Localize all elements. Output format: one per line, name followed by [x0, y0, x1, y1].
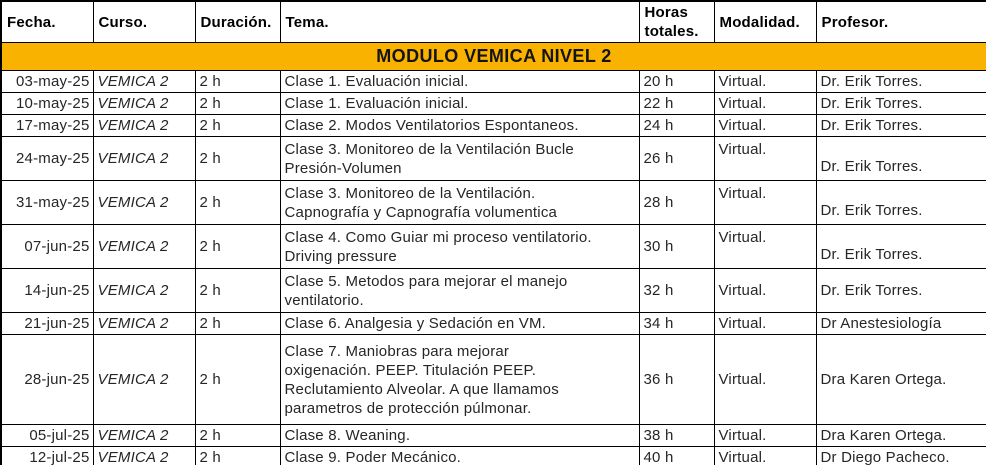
cell-horas: 38 h — [639, 425, 714, 447]
cell-horas: 40 h — [639, 447, 714, 465]
column-header-fecha: Fecha. — [1, 1, 93, 43]
cell-tema: Clase 3. Monitoreo de la Ventilación. Capnografía y Capnografía volumentica — [280, 181, 639, 225]
cell-fecha: 12-jul-25 — [1, 447, 93, 465]
cell-duracion: 2 h — [195, 447, 280, 465]
cell-horas: 34 h — [639, 313, 714, 335]
cell-horas: 36 h — [639, 335, 714, 425]
cell-tema: Clase 5. Metodos para mejorar el manejo ventilatorio. — [280, 269, 639, 313]
cell-modalidad: Virtual. — [714, 313, 816, 335]
column-header-curso: Curso. — [93, 1, 195, 43]
table-header-row — [1, 1, 986, 43]
cell-horas: 26 h — [639, 137, 714, 181]
cell-horas: 20 h — [639, 71, 714, 93]
column-header-profesor: Profesor. — [816, 1, 986, 43]
cell-curso: VEMICA 2 — [93, 71, 195, 93]
cell-fecha: 05-jul-25 — [1, 425, 93, 447]
cell-duracion: 2 h — [195, 93, 280, 115]
module-banner-row — [1, 43, 986, 71]
cell-fecha: 07-jun-25 — [1, 225, 93, 269]
cell-fecha: 28-jun-25 — [1, 335, 93, 425]
cell-profesor: Dr. Erik Torres. — [816, 137, 986, 181]
cell-curso: VEMICA 2 — [93, 225, 195, 269]
cell-curso: VEMICA 2 — [93, 447, 195, 465]
cell-modalidad: Virtual. — [714, 425, 816, 447]
cell-profesor: Dr. Erik Torres. — [816, 115, 986, 137]
cell-duracion: 2 h — [195, 269, 280, 313]
cell-curso: VEMICA 2 — [93, 93, 195, 115]
cell-fecha: 21-jun-25 — [1, 313, 93, 335]
cell-curso: VEMICA 2 — [93, 137, 195, 181]
cell-modalidad: Virtual. — [714, 335, 816, 425]
table-row — [1, 425, 986, 447]
cell-tema: Clase 4. Como Guiar mi proceso ventilatorio. Driving pressure — [280, 225, 639, 269]
cell-horas: 32 h — [639, 269, 714, 313]
cell-profesor: Dr. Erik Torres. — [816, 71, 986, 93]
table-row — [1, 335, 986, 425]
cell-modalidad: Virtual. — [714, 447, 816, 465]
cell-tema: Clase 3. Monitoreo de la Ventilación Bucle Presión-Volumen — [280, 137, 639, 181]
cell-duracion: 2 h — [195, 115, 280, 137]
table-row — [1, 181, 986, 225]
cell-horas: 24 h — [639, 115, 714, 137]
cell-fecha: 10-may-25 — [1, 93, 93, 115]
cell-tema: Clase 6. Analgesia y Sedación en VM. — [280, 313, 639, 335]
cell-modalidad: Virtual. — [714, 71, 816, 93]
cell-horas: 28 h — [639, 181, 714, 225]
table-body — [1, 71, 986, 465]
cell-fecha: 24-may-25 — [1, 137, 93, 181]
cell-curso: VEMICA 2 — [93, 313, 195, 335]
table-row — [1, 93, 986, 115]
table-row — [1, 269, 986, 313]
cell-duracion: 2 h — [195, 137, 280, 181]
cell-modalidad: Virtual. — [714, 93, 816, 115]
cell-fecha: 03-may-25 — [1, 71, 93, 93]
cell-profesor: Dr. Erik Torres. — [816, 181, 986, 225]
table-row — [1, 313, 986, 335]
cell-profesor: Dr. Erik Torres. — [816, 269, 986, 313]
cell-duracion: 2 h — [195, 181, 280, 225]
cell-profesor: Dr. Erik Torres. — [816, 225, 986, 269]
column-header-tema: Tema. — [280, 1, 639, 43]
cell-modalidad: Virtual. — [714, 137, 816, 181]
cell-duracion: 2 h — [195, 335, 280, 425]
cell-profesor: Dr Diego Pacheco. — [816, 447, 986, 465]
cell-tema: Clase 9. Poder Mecánico. — [280, 447, 639, 465]
cell-fecha: 31-may-25 — [1, 181, 93, 225]
cell-curso: VEMICA 2 — [93, 269, 195, 313]
cell-duracion: 2 h — [195, 425, 280, 447]
cell-modalidad: Virtual. — [714, 225, 816, 269]
table-row — [1, 137, 986, 181]
cell-profesor: Dra Karen Ortega. — [816, 425, 986, 447]
cell-profesor: Dr Anestesiología — [816, 313, 986, 335]
cell-duracion: 2 h — [195, 225, 280, 269]
cell-curso: VEMICA 2 — [93, 181, 195, 225]
cell-horas: 22 h — [639, 93, 714, 115]
column-header-duracion: Duración. — [195, 1, 280, 43]
table-row — [1, 447, 986, 465]
table-head — [1, 1, 986, 71]
cell-tema: Clase 8. Weaning. — [280, 425, 639, 447]
cell-duracion: 2 h — [195, 313, 280, 335]
cell-fecha: 14-jun-25 — [1, 269, 93, 313]
cell-modalidad: Virtual. — [714, 181, 816, 225]
table-row — [1, 225, 986, 269]
cell-tema: Clase 2. Modos Ventilatorios Espontaneos. — [280, 115, 639, 137]
cell-profesor: Dra Karen Ortega. — [816, 335, 986, 425]
column-header-horas: Horas totales. — [639, 1, 714, 43]
column-header-modalidad: Modalidad. — [714, 1, 816, 43]
cell-curso: VEMICA 2 — [93, 115, 195, 137]
table-row — [1, 115, 986, 137]
cell-profesor: Dr. Erik Torres. — [816, 93, 986, 115]
cell-duracion: 2 h — [195, 71, 280, 93]
cell-modalidad: Virtual. — [714, 269, 816, 313]
cell-curso: VEMICA 2 — [93, 335, 195, 425]
cell-tema: Clase 1. Evaluación inicial. — [280, 71, 639, 93]
cell-horas: 30 h — [639, 225, 714, 269]
cell-tema: Clase 7. Maniobras para mejorar oxigenación. PEEP. Titulación PEEP. Reclutamiento Alveolar. A que llamamos parametros de protección púlmonar. — [280, 335, 639, 425]
cell-fecha: 17-may-25 — [1, 115, 93, 137]
cell-curso: VEMICA 2 — [93, 425, 195, 447]
table-row — [1, 71, 986, 93]
cell-tema: Clase 1. Evaluación inicial. — [280, 93, 639, 115]
cell-modalidad: Virtual. — [714, 115, 816, 137]
module-banner: MODULO VEMICA NIVEL 2 — [1, 43, 986, 71]
